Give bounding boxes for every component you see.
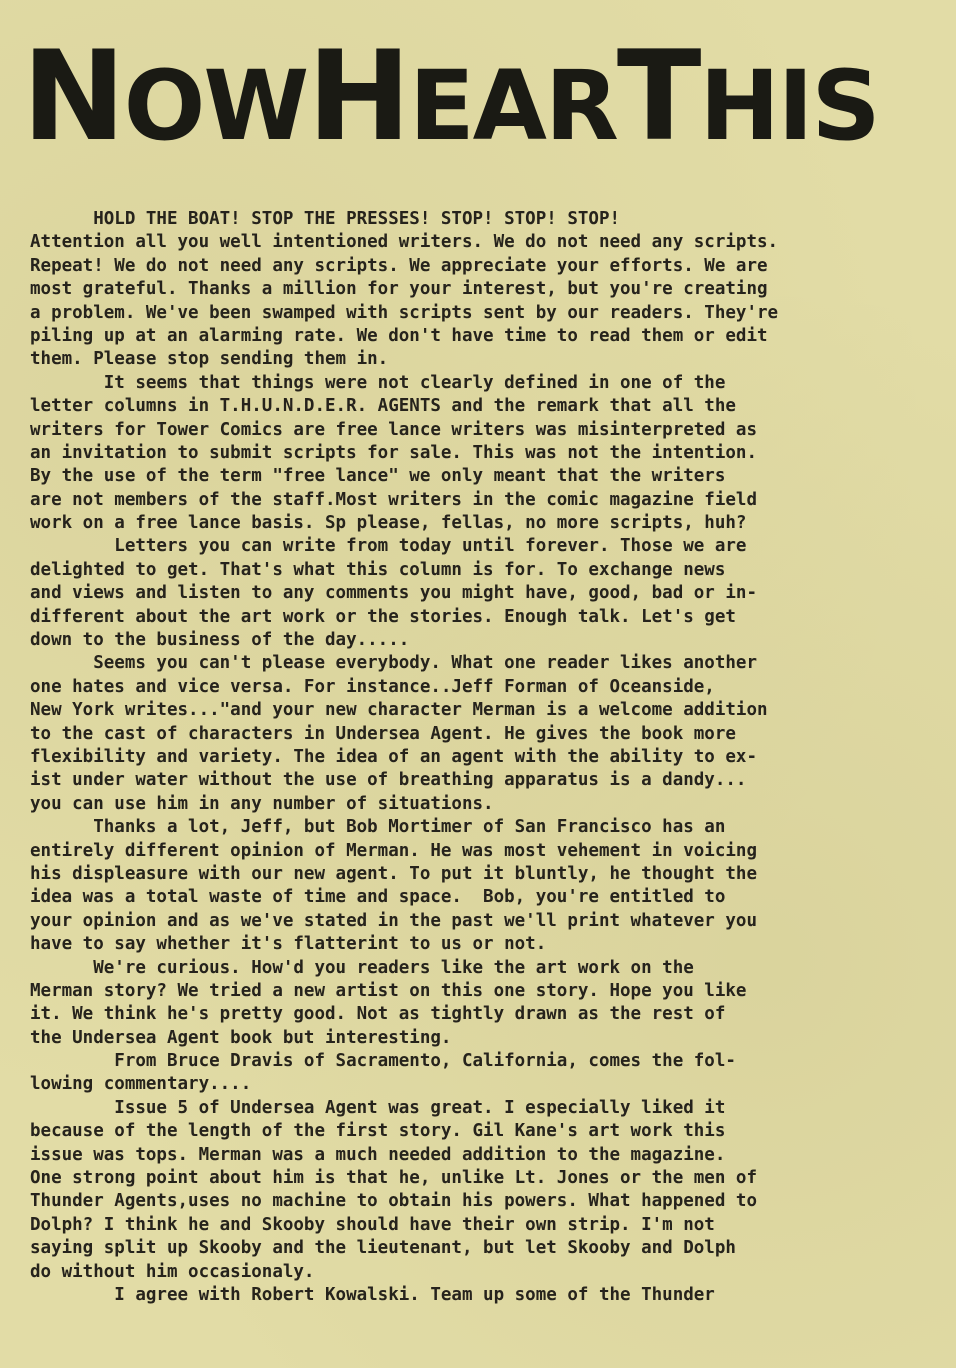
text-line: One strong point about him is that he, unlike Lt. Jones or the men of	[30, 1168, 757, 1189]
headline-letter: H	[307, 25, 410, 169]
text-line: it. We think he's pretty good. Not as tightly drawn as the rest of	[30, 1004, 726, 1025]
text-line: work on a free lance basis. Sp please, fellas, no more scripts, huh?	[30, 513, 747, 534]
text-line: flexibility and variety. The idea of an agent with the ability to ex-	[30, 746, 757, 767]
text-line: have to say whether it's flatterint to us or not.	[30, 934, 547, 955]
text-line: a problem. We've been swamped with scripts sent by our readers. They're	[30, 302, 779, 323]
text-line: your opinion and as we've stated in the past we'll print whatever you	[30, 910, 757, 931]
text-line: piling up at an alarming rate. We don't have time to read them or edit	[30, 325, 768, 346]
text-line: most grateful. Thanks a million for your interest, but you're creating	[30, 279, 768, 300]
page-headline	[22, 22, 922, 172]
text-line: are not members of the staff.Most writers in the comic magazine field	[30, 489, 757, 510]
text-line: do without him occasionaly.	[30, 1261, 315, 1282]
text-line: ist under water without the use of breathing apparatus is a dandy...	[30, 770, 747, 791]
text-line: delighted to get. That's what this column is for. To exchange news	[30, 559, 726, 580]
text-line: Dolph? I think he and Skooby should have their own strip. I'm not	[30, 1214, 715, 1235]
text-line: them. Please stop sending them in.	[30, 349, 389, 370]
headline-letter: EAR	[409, 50, 617, 162]
headline-letter: W	[203, 50, 308, 162]
text-line: Thanks a lot, Jeff, but Bob Mortimer of San Francisco has an	[30, 817, 726, 838]
letter-column-text	[30, 208, 930, 1307]
text-line: Thunder Agents,uses no machine to obtain his powers. What happened to	[30, 1191, 757, 1212]
text-line: New York writes..."and your new character Merman is a welcome addition	[30, 700, 768, 721]
text-line: idea was a total waste of time and space. Bob, you're entitled to	[30, 887, 726, 908]
text-line: Seems you can't please everybody. What one reader likes another	[30, 653, 757, 674]
text-line: issue was tops. Merman was a much needed addition to the magazine.	[30, 1144, 726, 1165]
text-line: you can use him in any number of situations.	[30, 793, 494, 814]
text-line: saying split up Skooby and the lieutenant, but let Skooby and Dolph	[30, 1238, 736, 1259]
headline-letter: O	[123, 50, 204, 162]
text-line: the Undersea Agent book but interesting.	[30, 1027, 452, 1048]
text-line: writers for Tower Comics are free lance writers was misinterpreted as	[30, 419, 757, 440]
text-line: Issue 5 of Undersea Agent was great. I especially liked it	[30, 1097, 726, 1118]
text-line: Letters you can write from today until forever. Those we are	[30, 536, 747, 557]
headline-letter: HIS	[699, 50, 879, 162]
text-line: entirely different opinion of Merman. He was most vehement in voicing	[30, 840, 757, 861]
text-line: to the cast of characters in Undersea Agent. He gives the book more	[30, 723, 736, 744]
text-line: different about the art work or the stories. Enough talk. Let's get	[30, 606, 736, 627]
text-line: We're curious. How'd you readers like the art work on the	[30, 957, 694, 978]
text-line: From Bruce Dravis of Sacramento, California, comes the fol-	[30, 1051, 736, 1072]
text-line: Attention all you well intentioned writers. We do not need any scripts.	[30, 232, 779, 253]
text-line: HOLD THE BOAT! STOP THE PRESSES! STOP! STOP! STOP!	[30, 209, 621, 229]
text-line: one hates and vice versa. For instance..Jeff Forman of Oceanside,	[30, 676, 715, 697]
headline-letter: N	[22, 25, 124, 169]
text-line: Merman story? We tried a new artist on this one story. Hope you like	[30, 980, 747, 1001]
text-line: letter columns in T.H.U.N.D.E.R. AGENTS and the remark that all the	[30, 396, 736, 417]
text-line: Repeat! We do not need any scripts. We appreciate your efforts. We are	[30, 255, 768, 276]
text-line: because of the length of the first story. Gil Kane's art work this	[30, 1121, 726, 1142]
text-line: and views and listen to any comments you might have, good, bad or in-	[30, 583, 757, 604]
text-line: It seems that things were not clearly defined in one of the	[30, 372, 726, 393]
text-line: down to the business of the day.....	[30, 630, 410, 651]
headline-letter: T	[616, 25, 700, 169]
text-line: By the use of the term "free lance" we only meant that the writers	[30, 466, 726, 487]
text-line: an invitation to submit scripts for sale. This was not the intention.	[30, 442, 757, 463]
text-line: lowing commentary....	[30, 1074, 252, 1095]
text-line: I agree with Robert Kowalski. Team up some of the Thunder	[30, 1284, 715, 1305]
text-line: his displeasure with our new agent. To put it bluntly, he thought the	[30, 863, 757, 884]
